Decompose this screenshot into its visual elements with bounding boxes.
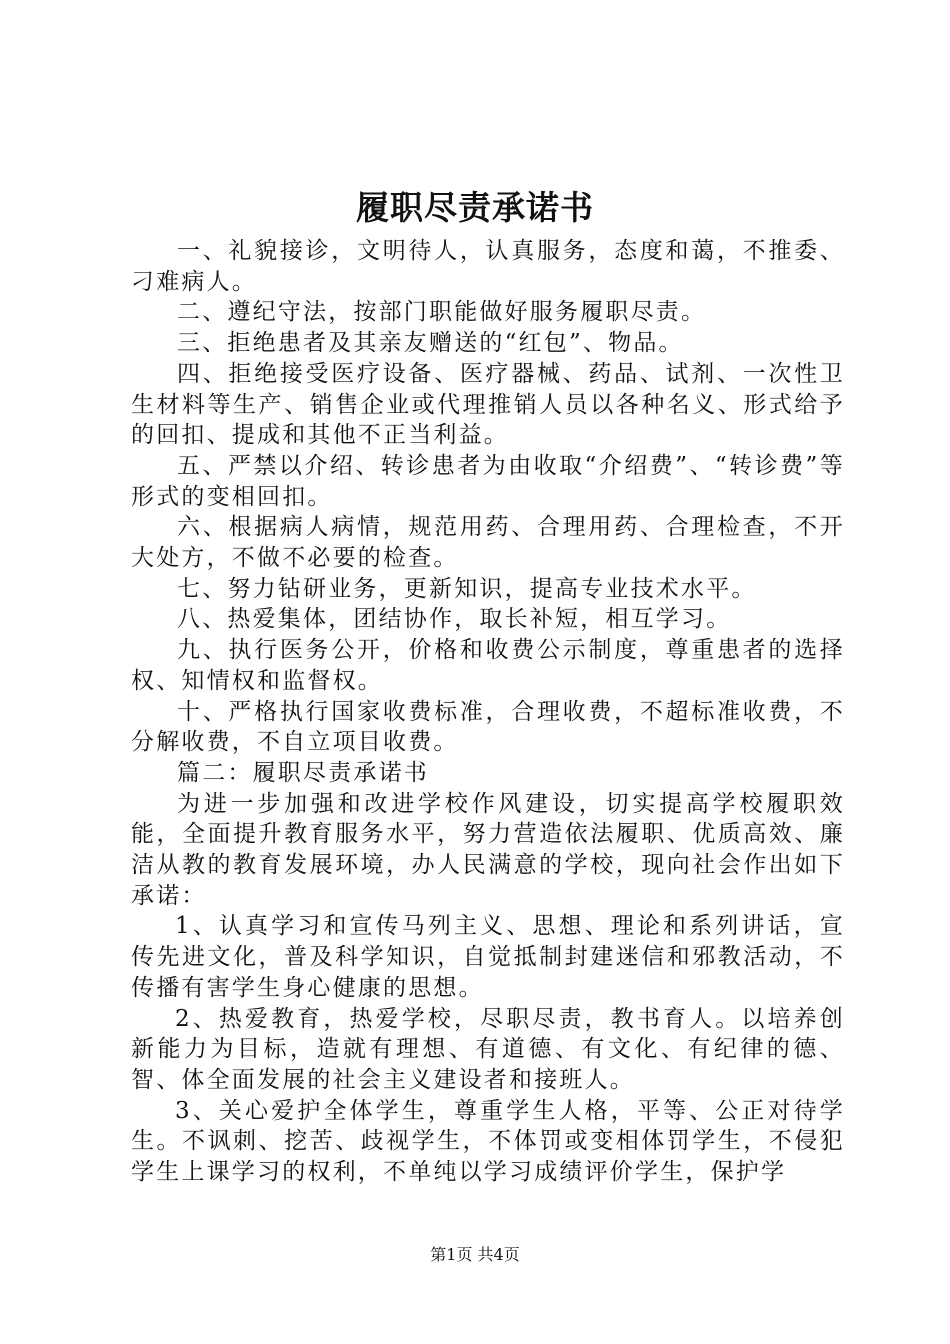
paragraph-intro: 为进一步加强和改进学校作风建设，切实提高学校履职效能，全面提升教育服务水平，努力营造依法履职、优质高效、廉洁从教的教育发展环境，办人民满意的学校，现向社会作出如下承诺： [131, 790, 845, 909]
paragraph-8: 八、热爱集体，团结协作，取长补短，相互学习。 [177, 606, 732, 633]
commitment-2: 2、热爱教育，热爱学校，尽职尽责，教书育人。以培养创新能力为目标，造就有理想、有道德、有文化、有纪律的德、智、体全面发展的社会主义建设者和接班人。 [131, 1005, 845, 1093]
paragraph-2: 二、遵纪守法，按部门职能做好服务履职尽责。 [177, 299, 707, 326]
commitment-1: 1、认真学习和宣传马列主义、思想、理论和系列讲话，宣传先进文化，普及科学知识，自觉抵制封建迷信和邪教活动，不传播有害学生身心健康的思想。 [131, 913, 845, 1001]
document-body [131, 236, 845, 1188]
paragraph-7: 七、努力钻研业务，更新知识，提高专业技术水平。 [177, 575, 757, 602]
document-title: 履职尽责承诺书 [356, 188, 594, 227]
section-heading: 篇二：履职尽责承诺书 [177, 759, 429, 786]
paragraph-9: 九、执行医务公开，价格和收费公示制度，尊重患者的选择权、知情权和监督权。 [131, 637, 845, 694]
page-number: 第1页 共4页 [430, 1245, 520, 1264]
commitment-3: 3、关心爱护全体学生，尊重学生人格，平等、公正对待学生。不讽刺、挖苦、歧视学生，不体罚或变相体罚学生，不侵犯学生上课学习的权利，不单纯以学习成绩评价学生，保护学 [131, 1097, 845, 1186]
paragraph-5: 五、严禁以介绍、转诊患者为由收取“介绍费”、“转诊费”等形式的变相回扣。 [131, 452, 845, 510]
paragraph-10: 十、严格执行国家收费标准，合理收费，不超标准收费，不分解收费，不自立项目收费。 [131, 698, 845, 756]
paragraph-6: 六、根据病人病情，规范用药、合理用药、合理检查，不开大处方，不做不必要的检查。 [131, 514, 845, 572]
paragraph-4: 四、拒绝接受医疗设备、医疗器械、药品、试剂、一次性卫生材料等生产、销售企业或代理推销人员以各种名义、形式给予的回扣、提成和其他不正当利益。 [131, 360, 845, 449]
paragraph-3: 三、拒绝患者及其亲友赠送的“红包”、物品。 [177, 330, 684, 357]
paragraph-1: 一、礼貌接诊，文明待人，认真服务，态度和蔼，不推委、刁难病人。 [131, 238, 845, 295]
